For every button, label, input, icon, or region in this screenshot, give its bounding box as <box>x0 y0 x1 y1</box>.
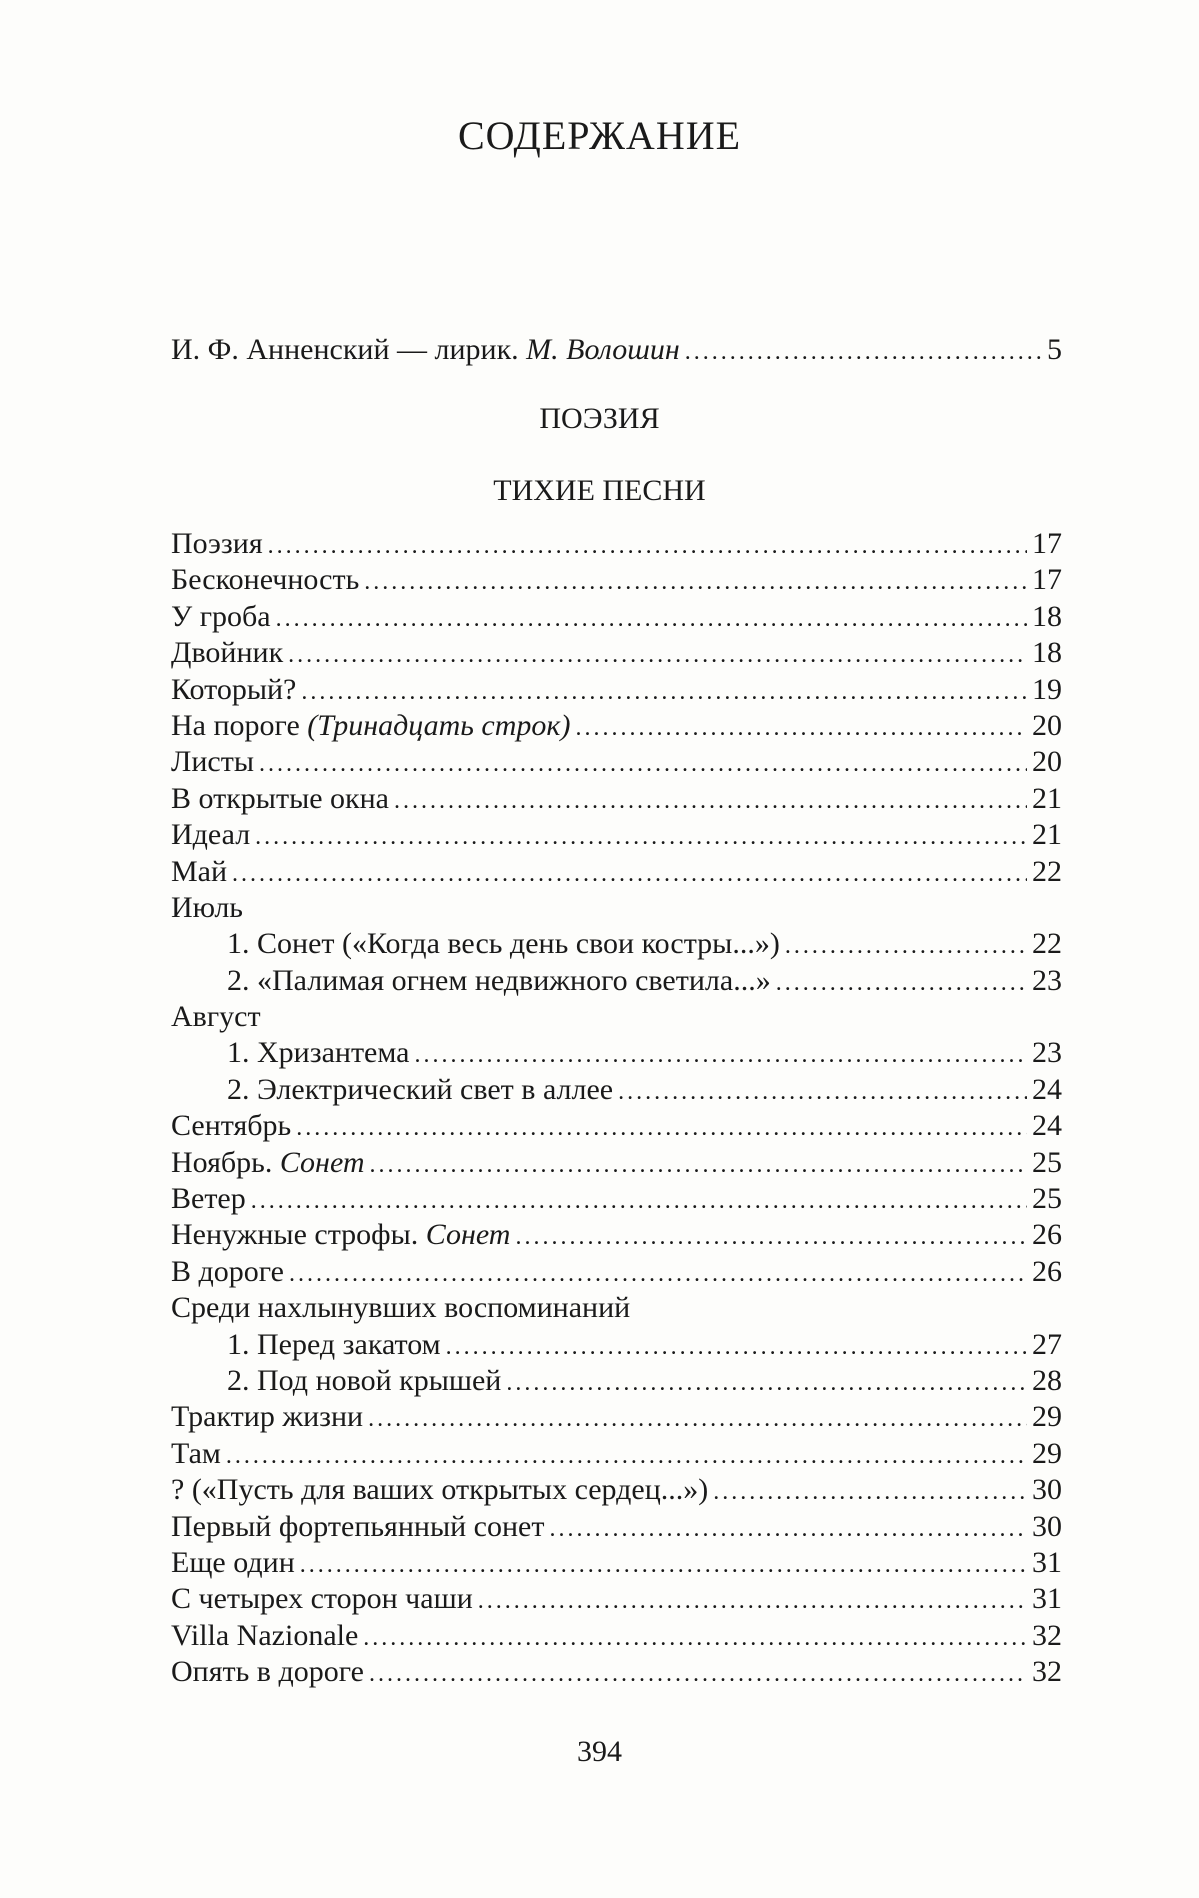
entry-title: И. Ф. Анненский — лирик. М. Волошин <box>171 333 680 366</box>
dot-leader <box>288 637 1027 673</box>
dot-leader <box>478 1583 1027 1619</box>
dot-leader <box>276 601 1027 637</box>
toc-entry[interactable] <box>171 526 1062 562</box>
dot-leader <box>301 674 1027 710</box>
toc-entry[interactable] <box>171 1072 1062 1108</box>
entry-page: 21 <box>1032 781 1062 815</box>
toc-entry[interactable] <box>171 817 1062 853</box>
entry-page: 31 <box>1032 1582 1062 1616</box>
dot-leader <box>370 1147 1027 1183</box>
dot-leader <box>685 334 1042 370</box>
entry-page: 18 <box>1032 636 1062 670</box>
dot-leader <box>414 1037 1027 1073</box>
entry-page: 26 <box>1032 1254 1062 1288</box>
entry-page: 24 <box>1032 1109 1062 1143</box>
entry-title: В дороге <box>171 1254 284 1288</box>
entry-page: 23 <box>1032 1036 1062 1070</box>
entry-title: Среди нахлынувших воспоминаний <box>171 1291 631 1325</box>
entry-title: ? («Пусть для ваших открытых сердец...») <box>171 1473 709 1507</box>
dot-leader <box>618 1074 1027 1110</box>
entry-page: 26 <box>1032 1218 1062 1252</box>
toc-entry[interactable] <box>171 672 1062 708</box>
dot-leader <box>232 856 1027 892</box>
toc-entry[interactable] <box>171 1399 1062 1435</box>
entry-title: 2. Электрический свет в аллее <box>227 1072 614 1106</box>
toc-entry[interactable] <box>171 1363 1062 1399</box>
dot-leader <box>394 783 1027 819</box>
dot-leader <box>251 1183 1027 1219</box>
toc-group-heading <box>171 890 1062 926</box>
toc-entry[interactable] <box>171 1545 1062 1581</box>
entry-page: 20 <box>1032 745 1062 779</box>
dot-leader <box>549 1511 1027 1547</box>
dot-leader <box>364 564 1027 600</box>
entry-title: Бесконечность <box>171 563 360 597</box>
entry-page: 29 <box>1032 1436 1062 1470</box>
dot-leader <box>515 1219 1027 1255</box>
dot-leader <box>446 1329 1027 1365</box>
entry-page: 28 <box>1032 1363 1062 1397</box>
toc-entry[interactable] <box>171 1145 1062 1181</box>
toc-entry[interactable] <box>171 599 1062 635</box>
entry-title: Там <box>171 1436 221 1470</box>
toc-group-heading <box>171 999 1062 1035</box>
entry-title: Villa Nazionale <box>171 1618 359 1652</box>
entry-title: 1. Хризантема <box>227 1036 410 1070</box>
toc-entry[interactable] <box>171 1327 1062 1363</box>
entry-page: 21 <box>1032 818 1062 852</box>
entry-page: 25 <box>1032 1145 1062 1179</box>
entry-title: Еще один <box>171 1545 295 1579</box>
entry-page: 23 <box>1032 963 1062 997</box>
entry-title: Поэзия <box>171 527 263 560</box>
entry-title: Трактир жизни <box>171 1400 364 1434</box>
entry-title: На пороге (Тринадцать строк) <box>171 708 571 742</box>
dot-leader <box>300 1547 1027 1583</box>
page-title: СОДЕРЖАНИЕ <box>457 113 742 158</box>
toc-entry[interactable] <box>171 635 1062 671</box>
entry-title: Ноябрь. Сонет <box>171 1145 365 1179</box>
entry-page: 19 <box>1032 672 1062 706</box>
toc-entry[interactable] <box>171 1436 1062 1472</box>
toc-entry[interactable] <box>171 854 1062 890</box>
toc-entry[interactable] <box>171 1618 1062 1654</box>
entry-page: 25 <box>1032 1182 1062 1216</box>
dot-leader <box>369 1656 1027 1692</box>
entry-page: 32 <box>1032 1618 1062 1652</box>
toc-entry[interactable] <box>171 708 1062 744</box>
toc-list <box>171 526 1062 1691</box>
entry-page: 31 <box>1032 1545 1062 1579</box>
entry-title: Май <box>171 854 228 888</box>
toc-entry[interactable] <box>171 926 1062 962</box>
entry-title: Август <box>171 1000 261 1034</box>
page-number: 394 <box>577 1735 622 1768</box>
entry-title: Двойник <box>171 636 284 670</box>
entry-title: Июль <box>171 890 243 924</box>
toc-entry[interactable] <box>171 1108 1062 1144</box>
dot-leader <box>259 746 1027 782</box>
entry-page: 30 <box>1032 1509 1062 1543</box>
toc-entry[interactable] <box>171 1181 1062 1217</box>
entry-title: Опять в дороге <box>171 1655 364 1689</box>
dot-leader <box>776 965 1027 1001</box>
dot-leader <box>289 1256 1027 1292</box>
entry-page: 17 <box>1032 563 1062 597</box>
toc-entry[interactable] <box>171 1581 1062 1617</box>
entry-page: 30 <box>1032 1473 1062 1507</box>
dot-leader <box>363 1620 1027 1656</box>
toc-entry[interactable] <box>171 562 1062 598</box>
section-heading: ПОЭЗИЯ <box>539 402 660 435</box>
dot-leader <box>506 1365 1027 1401</box>
entry-page: 17 <box>1032 527 1062 560</box>
entry-title: Ветер <box>171 1182 246 1216</box>
entry-title: В открытые окна <box>171 781 389 815</box>
entry-page: 22 <box>1032 854 1062 888</box>
entry-title: Идеал <box>171 818 251 852</box>
toc-entry[interactable] <box>171 1509 1062 1545</box>
entry-page: 5 <box>1047 333 1062 366</box>
entry-title: С четырех сторон чаши <box>171 1582 473 1616</box>
dot-leader <box>368 1401 1027 1437</box>
toc-entry[interactable] <box>171 1035 1062 1071</box>
toc-group-heading <box>171 1290 1062 1326</box>
entry-title: 2. Под новой крышей <box>227 1363 502 1397</box>
entry-title: Листы <box>171 745 254 779</box>
toc-intro-entry[interactable] <box>171 332 1062 368</box>
entry-title: 2. «Палимая огнем недвижного светила...» <box>227 963 771 997</box>
entry-page: 29 <box>1032 1400 1062 1434</box>
entry-title: Сентябрь <box>171 1109 292 1143</box>
dot-leader <box>296 1110 1027 1146</box>
entry-page: 22 <box>1032 927 1062 961</box>
entry-page: 24 <box>1032 1072 1062 1106</box>
entry-title: У гроба <box>171 599 271 633</box>
dot-leader <box>575 710 1027 746</box>
toc-entry[interactable] <box>171 1217 1062 1253</box>
toc-entry[interactable] <box>171 1654 1062 1690</box>
subsection-heading: ТИХИЕ ПЕСНИ <box>493 474 706 507</box>
dot-leader <box>226 1438 1027 1474</box>
entry-title: Первый фортепьянный сонет <box>171 1509 545 1543</box>
toc-entry[interactable] <box>171 1472 1062 1508</box>
toc-entry[interactable] <box>171 1254 1062 1290</box>
entry-page: 32 <box>1032 1655 1062 1689</box>
entry-page: 27 <box>1032 1327 1062 1361</box>
entry-title: Ненужные строфы. Сонет <box>171 1218 511 1252</box>
entry-title: 1. Перед закатом <box>227 1327 441 1361</box>
dot-leader <box>268 528 1027 564</box>
toc-entry[interactable] <box>171 781 1062 817</box>
toc-entry[interactable] <box>171 963 1062 999</box>
entry-title: Который? <box>171 672 297 706</box>
entry-title: 1. Сонет («Когда весь день свои костры...») <box>227 927 780 961</box>
entry-page: 20 <box>1032 708 1062 742</box>
entry-page: 18 <box>1032 599 1062 633</box>
dot-leader <box>785 928 1027 964</box>
toc-entry[interactable] <box>171 744 1062 780</box>
dot-leader <box>255 819 1027 855</box>
dot-leader <box>713 1474 1027 1510</box>
